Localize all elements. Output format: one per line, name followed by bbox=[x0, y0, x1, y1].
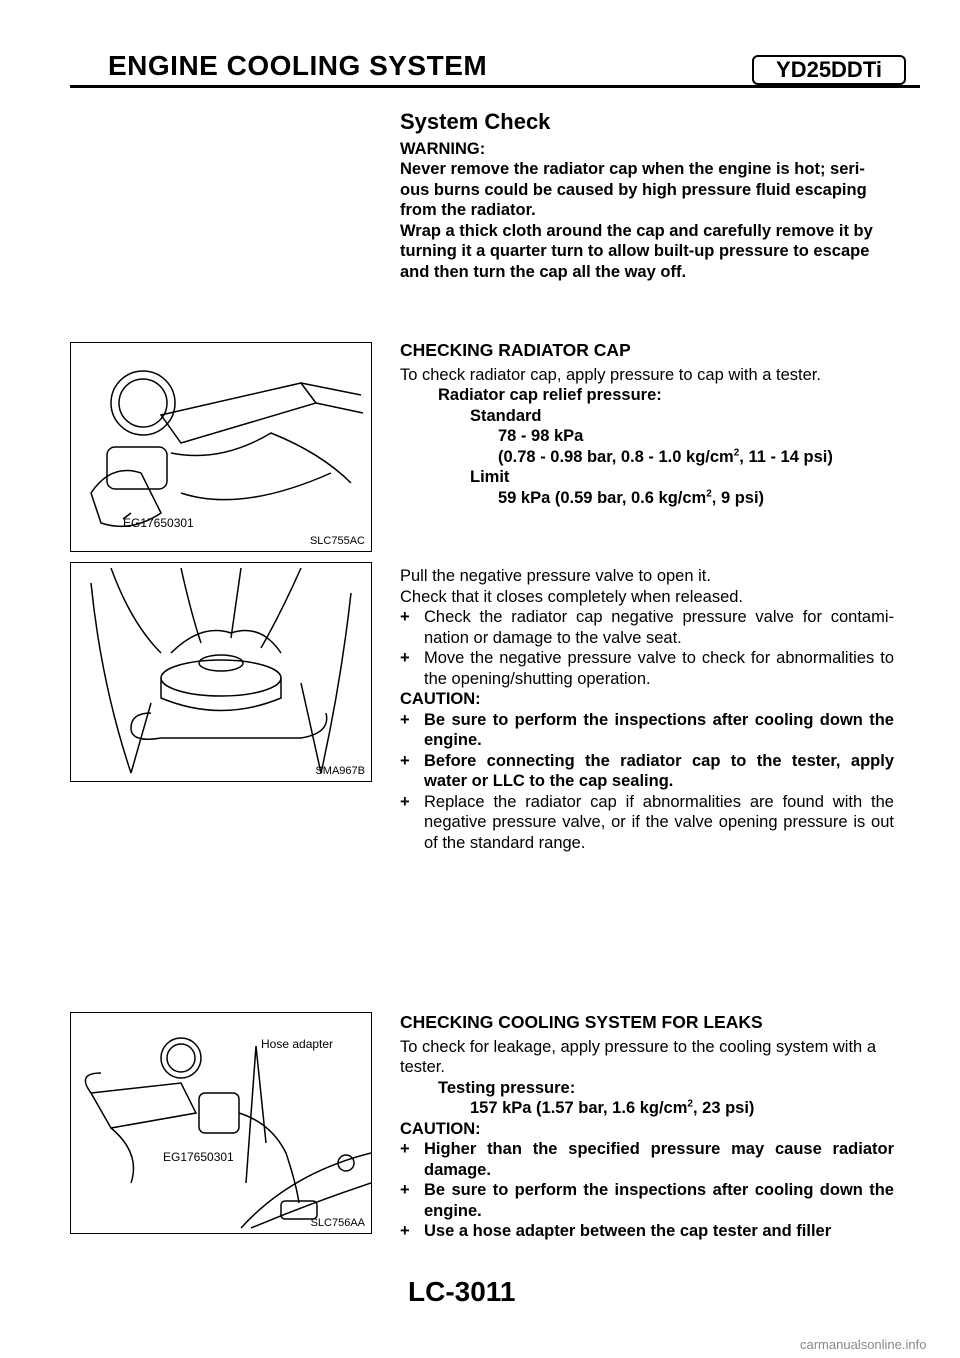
caution-text: Be sure to perform the inspections after cooling down the engine. bbox=[424, 1181, 894, 1220]
figure-code: SMA967B bbox=[315, 765, 365, 777]
conversion-text: (0.78 - 0.98 bar, 0.8 - 1.0 kg/cm bbox=[498, 447, 734, 466]
warning-label: WARNING: bbox=[400, 139, 486, 158]
figure-code: SLC756AA bbox=[310, 1217, 365, 1229]
limit-label: Limit bbox=[470, 468, 510, 486]
warning-line: and then turn the cap all the way off. bbox=[400, 262, 687, 281]
standard-conversion bbox=[400, 447, 894, 468]
spec-text: , 23 psi) bbox=[692, 1099, 755, 1117]
bullet-text: Replace the radiator cap if abnormalities are found with the negative pressure valve, or if the valve opening pressure is out of the standard range. bbox=[424, 792, 894, 852]
illustration-cap-tester bbox=[71, 343, 371, 551]
conversion-text: , 11 - 14 psi) bbox=[739, 447, 833, 466]
bullet-text: Check the radiator cap negative pressure valve for contami-nation or damage to the valve seat. bbox=[424, 608, 894, 647]
list-item bbox=[400, 710, 894, 751]
bullet-mark: + bbox=[400, 608, 410, 626]
standard-value: 78 - 98 kPa bbox=[498, 427, 584, 445]
intro-text: To check radiator cap, apply pressure to cap with a tester. bbox=[400, 365, 821, 384]
caution-text: Be sure to perform the inspections after cooling down the engine. bbox=[424, 710, 894, 749]
system-check-section bbox=[400, 109, 894, 282]
standard-label: Standard bbox=[470, 406, 542, 425]
figure-code: SLC755AC bbox=[309, 535, 365, 547]
warning-line: from the radiator. bbox=[400, 201, 536, 219]
page-number: LC-3011 bbox=[408, 1276, 516, 1307]
negative-valve-section bbox=[400, 566, 894, 853]
hose-adapter-label: Hose adapter bbox=[261, 1037, 334, 1051]
bullet-text: Move the negative pressure valve to check for abnormalities to the opening/shutting operation. bbox=[424, 649, 894, 688]
superscript: 2 bbox=[687, 1098, 693, 1110]
list-item bbox=[400, 1221, 894, 1242]
figure-radiator-cap-tester bbox=[70, 342, 372, 552]
limit-text: 59 kPa (0.59 bar, 0.6 kg/cm bbox=[498, 488, 707, 507]
radiator-cap-section bbox=[400, 340, 894, 508]
warning-line: turning it a quarter turn to allow built-up pressure to escape bbox=[400, 242, 870, 260]
leaks-section bbox=[400, 1012, 894, 1242]
limit-text: , 9 psi) bbox=[711, 488, 765, 507]
figure-part-label: EG17650301 bbox=[123, 516, 194, 530]
bullet-mark: + bbox=[400, 1222, 410, 1240]
figure-negative-pressure-valve bbox=[70, 562, 372, 782]
limit-value bbox=[400, 488, 894, 509]
bullet-mark: + bbox=[400, 1140, 410, 1158]
spec-text: 157 kPa (1.57 bar, 1.6 kg/cm bbox=[470, 1099, 688, 1117]
instruction-line: Pull the negative pressure valve to open it. bbox=[400, 567, 711, 585]
list-item bbox=[400, 648, 894, 689]
bullet-mark: + bbox=[400, 710, 410, 729]
bullet-mark: + bbox=[400, 792, 410, 811]
spec-value bbox=[400, 1098, 894, 1119]
warning-line: Never remove the radiator cap when the engine is hot; seri- bbox=[400, 160, 865, 178]
caution-label: CAUTION: bbox=[400, 690, 481, 708]
list-item bbox=[400, 607, 894, 648]
section-heading-radiator-cap: CHECKING RADIATOR CAP bbox=[400, 340, 631, 360]
superscript: 2 bbox=[733, 447, 740, 458]
spec-label: Radiator cap relief pressure: bbox=[438, 386, 662, 404]
warning-line: ous burns could be caused by high pressure fluid escaping bbox=[400, 180, 867, 199]
spec-label: Testing pressure: bbox=[438, 1078, 576, 1097]
intro-text: To check for leakage, apply pressure to the cooling system with a tester. bbox=[400, 1037, 876, 1076]
bullet-mark: + bbox=[400, 751, 410, 770]
section-heading-system-check: System Check bbox=[400, 109, 551, 134]
caution-label: CAUTION: bbox=[400, 1119, 481, 1138]
list-item bbox=[400, 1139, 894, 1180]
caution-text: Use a hose adapter between the cap tester and filler bbox=[424, 1222, 832, 1240]
instruction-line: Check that it closes completely when released. bbox=[400, 587, 744, 606]
warning-line: Wrap a thick cloth around the cap and carefully remove it by bbox=[400, 221, 873, 240]
caution-text: Higher than the specified pressure may cause radiator damage. bbox=[424, 1140, 894, 1179]
illustration-valve bbox=[71, 563, 371, 781]
watermark: carmanualsonline.info bbox=[800, 1337, 927, 1352]
list-item bbox=[400, 751, 894, 792]
figure-cooling-system-leak-test bbox=[70, 1012, 372, 1234]
figure-part-label: EG17650301 bbox=[163, 1150, 234, 1164]
page-header-title: ENGINE COOLING SYSTEM bbox=[108, 50, 488, 81]
superscript: 2 bbox=[706, 488, 712, 499]
bullet-mark: + bbox=[400, 1181, 410, 1199]
illustration-leak-test bbox=[71, 1013, 371, 1233]
list-item bbox=[400, 792, 894, 854]
model-badge: YD25DDTi bbox=[752, 55, 906, 85]
caution-text: Before connecting the radiator cap to the tester, apply water or LLC to the cap sealing. bbox=[424, 751, 894, 790]
list-item bbox=[400, 1180, 894, 1221]
bullet-mark: + bbox=[400, 649, 410, 667]
section-heading-leaks: CHECKING COOLING SYSTEM FOR LEAKS bbox=[400, 1012, 763, 1032]
header-rule bbox=[70, 85, 920, 88]
